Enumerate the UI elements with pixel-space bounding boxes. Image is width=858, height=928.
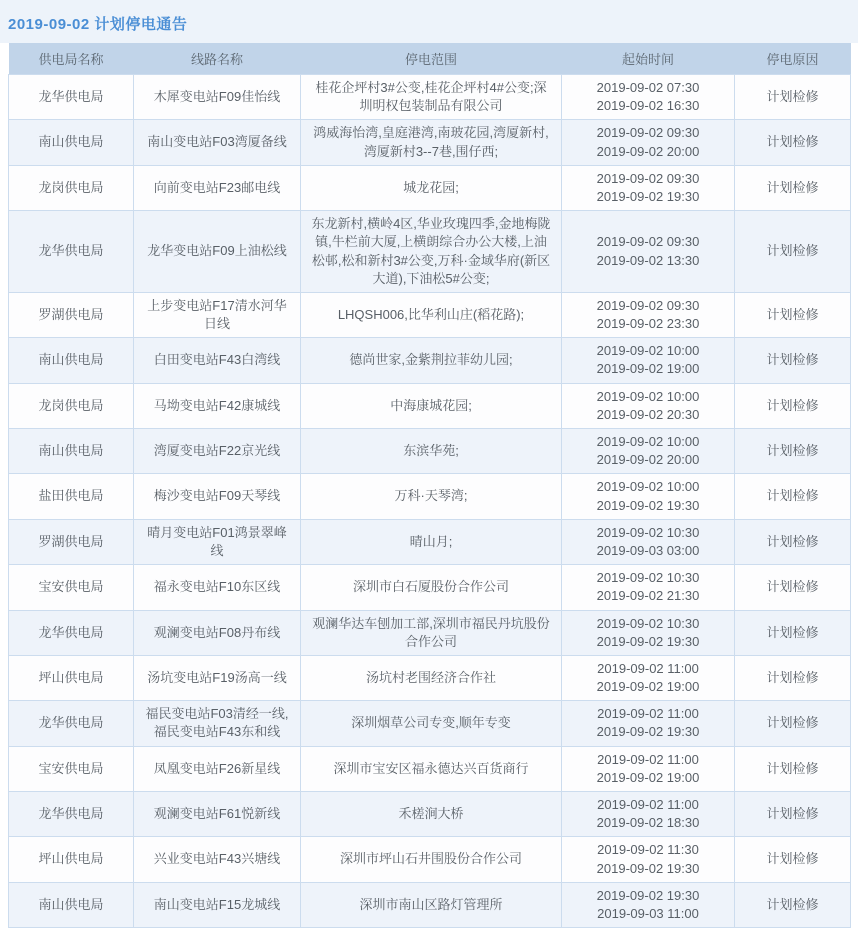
table-row	[9, 292, 851, 337]
line-cell: 龙华变电站F09上油松线	[134, 211, 301, 293]
table-row	[9, 565, 851, 610]
end-time: 2019-09-02 19:30	[596, 497, 700, 513]
scope-cell: 汤坑村老围经济合作社	[301, 655, 562, 700]
line-cell: 福永变电站F10东区线	[134, 565, 301, 610]
start-time: 2019-09-02 10:30	[596, 615, 700, 631]
bureau-cell: 宝安供电局	[9, 565, 134, 610]
bureau-cell: 南山供电局	[9, 429, 134, 474]
reason-cell: 计划检修	[735, 75, 851, 120]
scope-cell: 晴山月;	[301, 519, 562, 564]
bureau-cell: 坪山供电局	[9, 655, 134, 700]
reason-cell: 计划检修	[735, 792, 851, 837]
end-time: 2019-09-02 19:00	[596, 769, 700, 785]
bureau-cell: 宝安供电局	[9, 746, 134, 791]
table-row	[9, 165, 851, 210]
start-time: 2019-09-02 09:30	[596, 125, 700, 141]
header-reason: 停电原因	[735, 43, 851, 75]
scope-cell: 禾槎涧大桥	[301, 792, 562, 837]
start-time: 2019-09-02 11:30	[597, 842, 699, 858]
time-cell	[562, 165, 735, 210]
time-cell	[562, 882, 735, 927]
bureau-cell: 龙岗供电局	[9, 165, 134, 210]
start-time: 2019-09-02 09:30	[596, 170, 700, 186]
end-time: 2019-09-03 11:00	[597, 905, 699, 921]
reason-cell: 计划检修	[735, 474, 851, 519]
time-cell	[562, 120, 735, 165]
line-cell: 观澜变电站F08丹布线	[134, 610, 301, 655]
bureau-cell: 龙华供电局	[9, 211, 134, 293]
start-time: 2019-09-02 10:00	[596, 434, 700, 449]
line-cell: 福民变电站F03清经一线,福民变电站F43东和线	[134, 701, 301, 746]
start-time: 2019-09-02 10:00	[596, 479, 700, 495]
line-cell: 湾厦变电站F22京光线	[134, 429, 301, 474]
bureau-cell: 盐田供电局	[9, 474, 134, 519]
end-time: 2019-09-02 23:30	[596, 316, 700, 332]
reason-cell: 计划检修	[735, 383, 851, 428]
table-row	[9, 383, 851, 428]
table-row	[9, 792, 851, 837]
scope-cell: 观澜华达车刨加工部,深圳市福民丹坑股份合作公司	[301, 610, 562, 655]
table-row	[9, 429, 851, 474]
line-cell: 梅沙变电站F09天琴线	[134, 474, 301, 519]
scope-cell: 深圳市坪山石井围股份合作公司	[301, 837, 562, 882]
title-band	[0, 0, 858, 43]
scope-cell: 万科·天琴湾;	[301, 474, 562, 519]
line-cell: 观澜变电站F61悦新线	[134, 792, 301, 837]
bureau-cell: 南山供电局	[9, 338, 134, 383]
page-title: 2019-09-02 计划停电通告	[8, 16, 188, 33]
time-cell	[562, 211, 735, 293]
start-time: 2019-09-02 10:30	[596, 524, 700, 540]
time-cell	[562, 837, 735, 882]
time-cell	[562, 338, 735, 383]
time-cell	[562, 746, 735, 791]
scope-cell: LHQSH006,比华利山庄(稻花路);	[301, 292, 562, 337]
start-time: 2019-09-02 11:00	[597, 797, 699, 812]
time-cell	[562, 610, 735, 655]
start-time: 2019-09-02 07:30	[596, 80, 700, 95]
start-time: 2019-09-02 10:30	[596, 570, 700, 586]
bureau-cell: 罗湖供电局	[9, 519, 134, 564]
table-row	[9, 610, 851, 655]
outage-table-body	[9, 75, 851, 928]
end-time: 2019-09-03 03:00	[596, 542, 700, 558]
scope-cell: 鸿威海怡湾,皇庭港湾,南玻花园,湾厦新村,湾厦新村3--7巷,围仔西;	[301, 120, 562, 165]
line-cell: 马坳变电站F42康城线	[134, 383, 301, 428]
reason-cell: 计划检修	[735, 565, 851, 610]
table-row	[9, 474, 851, 519]
outage-table	[8, 43, 851, 928]
reason-cell: 计划检修	[735, 837, 851, 882]
table-row	[9, 519, 851, 564]
line-cell: 南山变电站F03湾厦备线	[134, 120, 301, 165]
time-cell	[562, 474, 735, 519]
time-cell	[562, 383, 735, 428]
end-time: 2019-09-02 19:30	[596, 188, 700, 204]
start-time: 2019-09-02 10:00	[596, 388, 700, 404]
start-time: 2019-09-02 11:00	[597, 706, 699, 722]
end-time: 2019-09-02 21:30	[596, 588, 700, 604]
end-time: 2019-09-02 20:30	[596, 406, 700, 422]
table-row	[9, 882, 851, 927]
end-time: 2019-09-02 16:30	[596, 98, 700, 114]
start-time: 2019-09-02 11:00	[597, 751, 699, 767]
start-time: 2019-09-02 09:30	[596, 234, 700, 250]
scope-cell: 深圳烟草公司专变,顺年专变	[301, 701, 562, 746]
time-cell	[562, 655, 735, 700]
reason-cell: 计划检修	[735, 211, 851, 293]
table-row	[9, 655, 851, 700]
table-row	[9, 837, 851, 882]
reason-cell: 计划检修	[735, 338, 851, 383]
time-cell	[562, 429, 735, 474]
reason-cell: 计划检修	[735, 746, 851, 791]
end-time: 2019-09-02 19:00	[596, 679, 700, 695]
scope-cell: 城龙花园;	[301, 165, 562, 210]
reason-cell: 计划检修	[735, 655, 851, 700]
time-cell	[562, 565, 735, 610]
line-cell: 白田变电站F43白湾线	[134, 338, 301, 383]
start-time: 2019-09-02 11:00	[597, 660, 699, 676]
end-time: 2019-09-02 18:30	[596, 815, 700, 831]
reason-cell: 计划检修	[735, 701, 851, 746]
line-cell: 向前变电站F23邮电线	[134, 165, 301, 210]
table-row	[9, 211, 851, 293]
scope-cell: 东龙新村,横岭4区,华业玫瑰四季,金地梅陇镇,牛栏前大厦,上横朗综合办公大楼,上油松邨,松和新村3#公变,万科·金域华府(新区大道),下油松5#公变;	[301, 211, 562, 293]
bureau-cell: 罗湖供电局	[9, 292, 134, 337]
start-time: 2019-09-02 09:30	[596, 297, 700, 313]
bureau-cell: 龙华供电局	[9, 75, 134, 120]
line-cell: 凤凰变电站F26新星线	[134, 746, 301, 791]
header-line: 线路名称	[134, 43, 301, 75]
scope-cell: 中海康城花园;	[301, 383, 562, 428]
outage-table-header	[9, 43, 851, 75]
end-time: 2019-09-02 20:00	[596, 143, 700, 159]
bureau-cell: 南山供电局	[9, 882, 134, 927]
reason-cell: 计划检修	[735, 165, 851, 210]
end-time: 2019-09-02 19:00	[596, 361, 700, 377]
table-row	[9, 120, 851, 165]
bureau-cell: 龙华供电局	[9, 701, 134, 746]
end-time: 2019-09-02 19:30	[596, 633, 700, 649]
bureau-cell: 龙华供电局	[9, 792, 134, 837]
scope-cell: 桂花企坪村3#公变,桂花企坪村4#公变;深圳明权包装制品有限公司	[301, 75, 562, 120]
reason-cell: 计划检修	[735, 882, 851, 927]
end-time: 2019-09-02 19:30	[596, 724, 700, 740]
line-cell: 晴月变电站F01鸿景翠峰线	[134, 519, 301, 564]
line-cell: 汤坑变电站F19汤高一线	[134, 655, 301, 700]
header-bureau: 供电局名称	[9, 43, 134, 75]
end-time: 2019-09-02 13:30	[596, 252, 700, 268]
bureau-cell: 坪山供电局	[9, 837, 134, 882]
header-scope: 停电范围	[301, 43, 562, 75]
start-time: 2019-09-02 10:00	[596, 343, 700, 359]
reason-cell: 计划检修	[735, 120, 851, 165]
end-time: 2019-09-02 19:30	[596, 860, 700, 876]
bureau-cell: 龙华供电局	[9, 610, 134, 655]
reason-cell: 计划检修	[735, 519, 851, 564]
time-cell	[562, 292, 735, 337]
header-row	[9, 43, 851, 75]
reason-cell: 计划检修	[735, 429, 851, 474]
scope-cell: 东滨华苑;	[301, 429, 562, 474]
table-row	[9, 75, 851, 120]
scope-cell: 德尚世家,金紫荆拉菲幼儿园;	[301, 338, 562, 383]
bureau-cell: 南山供电局	[9, 120, 134, 165]
reason-cell: 计划检修	[735, 292, 851, 337]
time-cell	[562, 75, 735, 120]
time-cell	[562, 519, 735, 564]
end-time: 2019-09-02 20:00	[596, 452, 700, 468]
scope-cell: 深圳市南山区路灯管理所	[301, 882, 562, 927]
line-cell: 南山变电站F15龙城线	[134, 882, 301, 927]
header-time: 起始时间	[562, 43, 735, 75]
table-row	[9, 338, 851, 383]
table-row	[9, 746, 851, 791]
scope-cell: 深圳市白石厦股份合作公司	[301, 565, 562, 610]
line-cell: 兴业变电站F43兴塘线	[134, 837, 301, 882]
line-cell: 木犀变电站F09佳怡线	[134, 75, 301, 120]
start-time: 2019-09-02 19:30	[596, 887, 700, 903]
line-cell: 上步变电站F17清水河华日线	[134, 292, 301, 337]
table-row	[9, 701, 851, 746]
bureau-cell: 龙岗供电局	[9, 383, 134, 428]
time-cell	[562, 701, 735, 746]
scope-cell: 深圳市宝安区福永德达兴百货商行	[301, 746, 562, 791]
time-cell	[562, 792, 735, 837]
reason-cell: 计划检修	[735, 610, 851, 655]
